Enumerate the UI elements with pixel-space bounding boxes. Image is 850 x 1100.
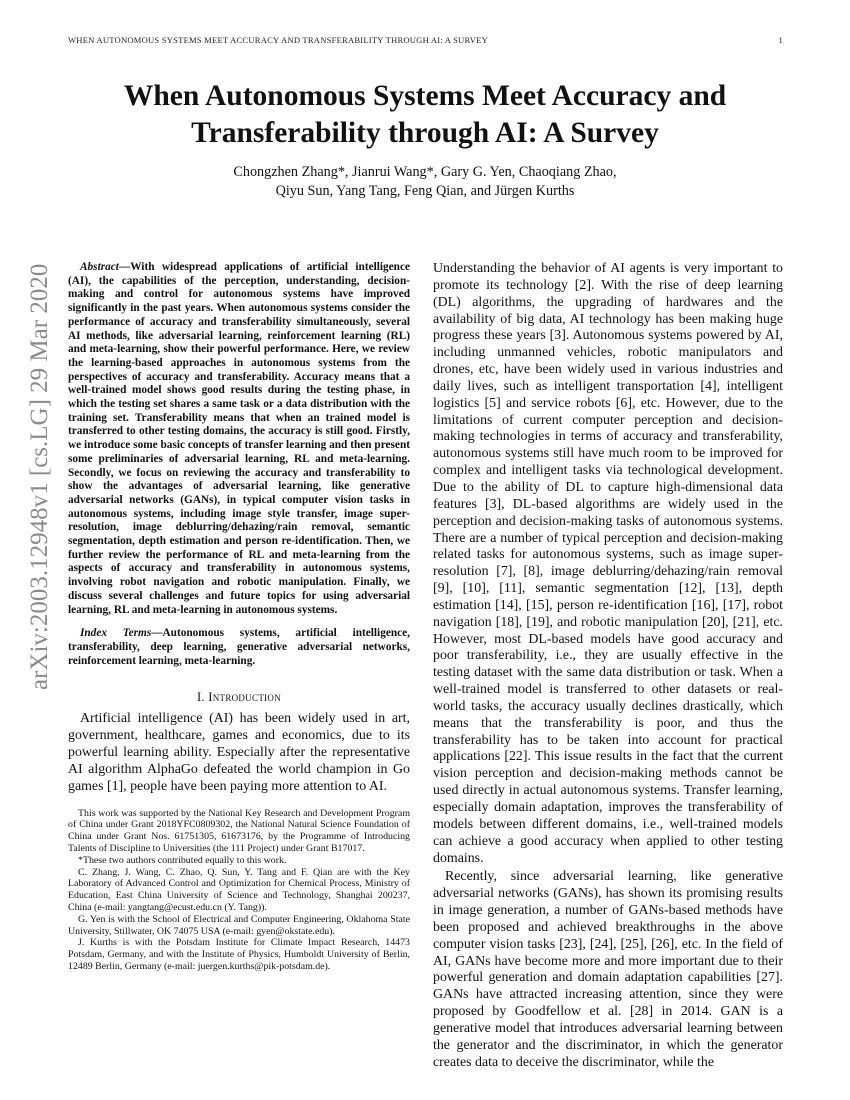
index-terms-label: Index Terms [80, 627, 152, 640]
arxiv-identifier[interactable]: arXiv:2003.12948v1 [cs.LG] 29 Mar 2020 [26, 263, 53, 690]
page-number: 1 [778, 35, 783, 45]
abstract-text: —With widespread applications of artificial intelligence (AI), the capabilities of the perception, understanding, decision-making and control for autonomous systems have improved significantly in the past years. When autonomous systems consider the performance of accuracy and transferability simultaneously, several AI methods, like adversarial learning, reinforcement learning (RL) and meta-learning, show their powerful performance. Here, we review the learning-based approaches in autonomous systems from the perspectives of accuracy and transferability. Accuracy means that a well-trained model shows good results during the testing phase, in which the testing set shares a same task or a data distribution with the training set. Transferability means that when an trained model is transferred to other testing domains, the accuracy is still good. Firstly, we introduce some basic concepts of transfer learning and then present some preliminaries of adversarial learning, RL and meta-learning. Secondly, we focus on reviewing the accuracy and transferability to show the advantages of adversarial learning, like generative adversarial networks (GANs), in typical computer vision tasks in autonomous systems, including image style transfer, image super-resolution, image deblurring/dehazing/rain removal, semantic segmentation, depth estimation and person re-identification. Then, we further review the performance of RL and meta-learning from the aspects of accuracy and transferability in autonomous systems, involving robot navigation and robotic manipulation. Finally, we discuss several challenges and future topics for using adversarial learning, RL and meta-learning in autonomous systems. [68, 261, 410, 616]
left-column [68, 261, 410, 973]
abstract [68, 261, 410, 617]
author-list [60, 163, 790, 201]
right-column [433, 261, 783, 1072]
running-header [68, 35, 783, 45]
index-terms-text: —Autonomous systems, artificial intelligence, transferability, deep learning, generative adversarial networks, reinforcement learning, meta-learning. [68, 627, 410, 667]
index-terms [68, 627, 410, 668]
intro-paragraph-3: Recently, since adversarial learning, like generative adversarial networks (GANs), has shown its promising results in image generation, a number of GANs-based methods have been proposed and achieved breakthroughs in the above computer vision tasks [23], [24], [25], [26], etc. In the field of AI, GANs have become more and more important due to their powerful generation and domain adaptation capabilities [27]. GANs have attracted increasing attention, since they were proposed by Goodfellow et al. [28] in 2014. GAN is a generative model that introduces adversarial learning between the generator and the discriminator, in which the generator creates data to deceive the discriminator, while the [433, 869, 783, 1070]
footnote-affiliation-potsdam: J. Kurths is with the Potsdam Institute for Climate Impact Research, 14473 Potsdam, Germany, and with the Institute of Physics, Humboldt University of Berlin, 12489 Berlin, Germany (e-mail: juergen.kurths@pik-potsdam.de). [68, 937, 410, 972]
intro-paragraph-1: Artificial intelligence (AI) has been widely used in art, government, healthcare, games and economics, due to its powerful learning ability. Especially after the representative AI algorithm AlphaGo defeated the world champion in Go games [1], people have been paying more attention to AI. [68, 711, 410, 794]
section-heading-introduction: I. Introduction [196, 690, 282, 705]
author-line-1: Chongzhen Zhang*, Jianrui Wang*, Gary G. Yen, Chaoqiang Zhao, [233, 164, 617, 180]
author-line-2: Qiyu Sun, Yang Tang, Feng Qian, and Jürgen Kurths [275, 183, 575, 199]
footnote-funding: This work was supported by the National Key Research and Development Program of China under Grant 2018YFC0809302, the National Natural Science Foundation of China under Grant Nos. 61751305, 61673176, by the Programme of Introducing Talents of Discipline to Universities (the 111 Project) under Grant B17017. [68, 807, 410, 854]
footnotes [68, 808, 410, 973]
paper-title: When Autonomous Systems Meet Accuracy and Transferability through AI: A Survey [123, 80, 727, 149]
intro-paragraph-2: Understanding the behavior of AI agents is very important to promote its technology [2]. With the rise of deep learning (DL) algorithms, the upgrading of hardwares and the availability of big data, AI technology has been making huge progress these years [3]. Autonomous systems powered by AI, including unmanned vehicles, robotic manipulators and drones, etc, have been widely used in various industries and daily lives, such as intelligent transportation [4], intelligent logistics [5] and service robots [6], etc. However, due to the limitations of current computer perception and decision-making technologies in terms of accuracy and transferability, autonomous systems still have much room to be improved for complex and intelligent tasks via technological development. Due to the ability of DL to capture high-dimensional data features [3], DL-based algorithms are widely used in the perception and decision-making tasks of autonomous systems. There are a number of typical perception and decision-making related tasks for autonomous systems, such as image super-resolution [7], [8], image deblurring/dehazing/rain removal [9], [10], [11], semantic segmentation [12], [13], depth estimation [14], [15], person re-identification [16], [17], robot navigation [18], [19], and robotic manipulation [20], [21], etc. However, most DL-based models have good accuracy and poor transferability, i.e., they are usually effective in the testing dataset with the same data distribution or task. When a well-trained model is transferred to other datasets or real-world tasks, the accuracy usually declines drastically, which means that the transferability is poor, and thus the transferability has to be taken into account for practical applications [22]. This issue results in the fact that the current vision perception and decision-making methods cannot be used directly in actual autonomous systems. Transfer learning, especially domain adaptation, improves the transferability of models between different domains, i.e., well-trained models can achieve a good accuracy when applied to other testing domains. [433, 261, 783, 866]
footnote-affiliation-ecust: C. Zhang, J. Wang, C. Zhao, Q. Sun, Y. Tang and F. Qian are with the Key Laboratory of Advanced Control and Optimization for Chemical Process, Ministry of Education, East China University of Science and Technology, Shanghai 200237, China (e-mail: yangtang@ecust.edu.cn (Y. Tang)). [68, 866, 410, 913]
abstract-label: Abstract [80, 261, 119, 273]
running-title: WHEN AUTONOMOUS SYSTEMS MEET ACCURACY AND TRANSFERABILITY THROUGH AI: A SURVEY [68, 35, 488, 45]
footnote-equal-contribution: *These two authors contributed equally to this work. [78, 854, 287, 866]
footnote-affiliation-okstate: G. Yen is with the School of Electrical and Computer Engineering, Oklahoma State University, Stillwater, OK 74075 USA (e-mail: gyen@okstate.edu). [68, 913, 410, 937]
